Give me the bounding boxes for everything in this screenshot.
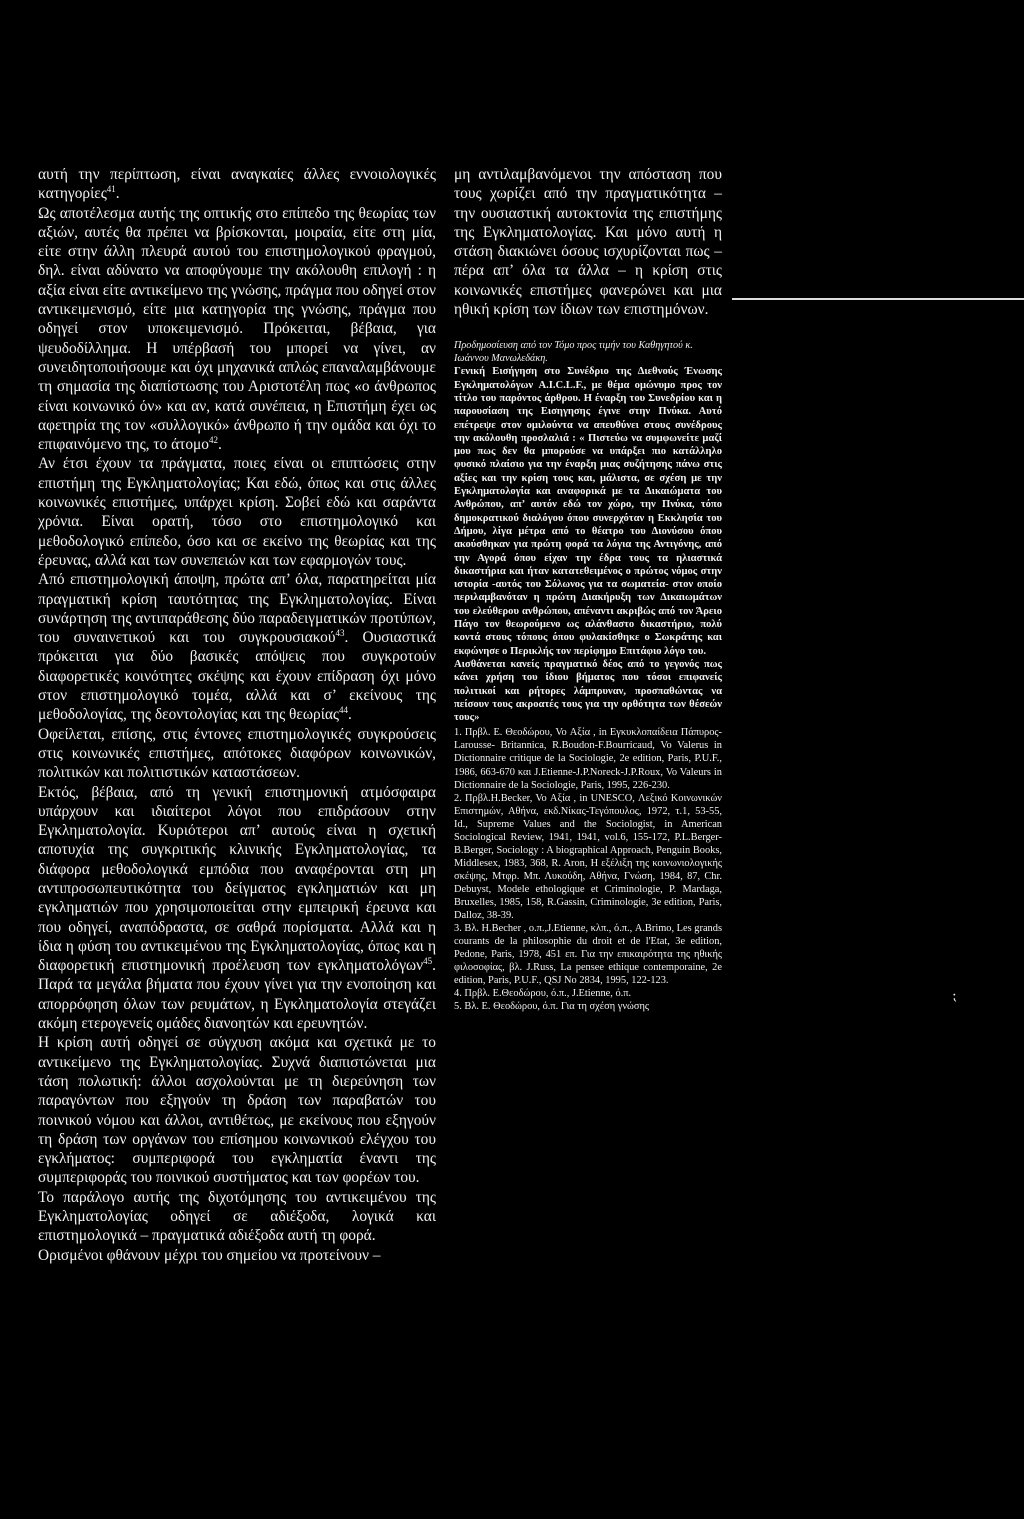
footnotes — [454, 726, 722, 1013]
notes-column — [454, 165, 722, 1013]
footnote-mark: 45 — [423, 956, 433, 967]
footnote: 5. Βλ. Ε. Θεοδώρου, ό.π. Για τη σχέση γνώσης — [454, 1001, 650, 1013]
footnote: 4. Πρβλ. Ε.Θεοδώρου, ό.π., J.Etienne, ό.π. — [454, 988, 632, 1000]
paragraph: Εκτός, βέβαια, από τη γενική επιστημονική ατμόσφαιρα υπάρχουν και ιδιαίτεροι λόγοι που επιδράσουν στην Εγκληματολογία. Κυριότεροι απ’ αυτούς είναι η σχετική αποτυχία της συγκριτικής κλινικής Εγκληματολογίας, τα διάφορα μεθοδολογικά εμπόδια που αναφέρονται στη μη αντιπροσωπευτικότητα του δείγματος εγκληματιών και μη εγκληματιών που χρησιμοποιείται στην εμπειρική έρευνα και που οδηγεί, αναπόδραστα, σε σαθρά πορίσματα. Αλλά και η ίδια η φύση του αντικειμένου της Εγκληματολογίας, όπως και η διαφορετική επιστημονική προέλευση των εγκληματολόγων$^{45}$. Παρά τα μεγάλα βήματα που έχουν γίνει για την ενοποίηση και απορρόφηση όλων των ρευμάτων, η Εγκληματολογία στεγάζει ακόμη ετερογενείς ομάδες διανοητών και ερευνητών. — [38, 783, 436, 1033]
footnote: 1. Πρβλ. Ε. Θεοδώρου, Vo Αξία , in Εγκυκλοπαίδεια Πάπυρος- Larousse- Britannica, R.Boudon-F.Bourricaud, Vo Valerus in Dictionnaire critique de la Sociologie, 2e edition, Paris, P.U.F., 1986, 663-670 και J.Etienne-J.P.Noreck-J.P.Roux, Vo Valeurs in Dictionnaire de la Sociologie, Paris, 1995, 226-230. — [454, 727, 722, 791]
scan-divider-line — [732, 298, 1024, 300]
footnote: 3. Βλ. H.Becher , ο.π.,J.Etienne, κλπ., ό.π., A.Brimo, Les grands courants de la philosophie du droit et de l'Etat, 3e edition, Pedone, Paris, 1978, 451 επ. Για την επικαιρότητα της ηθικής φιλοσοφίας, βλ. J.Russ, La pensee ethique contemporaine, 2e edition, Paris, P.U.F., QSJ No 2834, 1995, 122-123. — [454, 923, 722, 987]
footnote-mark: 42 — [208, 435, 218, 446]
paragraph: Η κρίση αυτή οδηγεί σε σύγχυση ακόμα και σχετικά με το αντικείμενο της Εγκληματολογίας. Συχνά διαπιστώνεται μια τάση πολωτική: άλλοι ασχολούνται με τη διερεύνηση των παραγόντων που εξηγούν τη δράση των παραβατών του ποινικού νόμου και άλλοι, αντιθέτως, με εκείνους που εξηγούν τη δράση των οργάνων του επίσημου κοινωνικού ελέγχου του εγκλήματος: συμπεριφορά του εγκληματία έναντι της συμπεριφοράς του ποινικού συστήματος και των φορέων του. — [38, 1034, 436, 1187]
footnote-mark: 43 — [335, 628, 345, 638]
paragraph: Το παράλογο αυτής της διχοτόμησης του αντικειμένου της Εγκληματολογίας οδηγεί σε αδιέξοδα, λογικά και επιστημολογικά – πραγματικά αδιέξοδα αυτή τη φορά. — [38, 1188, 436, 1245]
paragraph: Ορισμένοι φθάνουν μέχρι του σημείου να προτείνουν – — [38, 1246, 381, 1264]
footnote: 2. Πρβλ.H.Becker, Vo Αξία , in UNESCO, Λεξικό Κοινωνικών Επιστημών, Αθήνα, εκδ.Νίκας-Τεγόπουλος, 1972, τ.1, 53-55, Id., Supreme Values and the Sociologist, in American Sociological Review, 1941, 1941, vol.6, 155-172, P.L.Berger-B.Berger, Sociology : A biographical Approach, Penguin Books, Middlesex, 1983, 368, R. Aron, Η εξέλιξη της κοινωνιολογικής σκέψης, Μτφρ. Μπ. Λυκούδη, Αθήνα, Γνώση, 1984, 87, Chr. Debuyst, Modele ethologique et Criminologie, P. Mardaga, Bruxelles, 1985, 158, R.Gassin, Criminologie, 3e edition, Paris, Dalloz, 38-39. — [454, 792, 722, 922]
continuation-text: μη αντιλαμβανόμενοι την απόσταση που τους χωρίζει από την πραγματικότητα – την ουσιαστική αυτοκτονία της επιστήμης της Εγκληματολογίας. Και μόνο αυτή η στάση διακιώνει όσους ισχυρίζονται πως – πέρα απ’ όλα τα άλλα – η κρίση στις κοινωνικές επιστήμες φανερώνει και μια ηθική κρίση των ίδιων των επιστημόνων. — [454, 166, 722, 319]
paragraph: Αν έτσι έχουν τα πράγματα, ποιες είναι οι επιπτώσεις στην επιστήμη της Εγκληματολογίας; Και εδώ, όπως και στις άλλες κοινωνικές επιστήμες, υπάρχει κρίση. Σοβεί εδώ και σαράντα χρόνια. Είναι ορατή, τόσο στο επιστημολογικό και μεθοδολογικό επίπεδο, όσο και σε εκείνο της θεωρίας και της έρευνας, αλλά και των συνεπειών και των εφαρμογών τους. — [38, 455, 436, 569]
scan-speck: ⁏ — [952, 989, 957, 1004]
general-report-note: Γενική Εισήγηση στο Συνέδριο της Διεθνούς Ένωσης Εγκληματολόγων A.I.C.L.F., με θέμα ομώνυμο προς τον τίτλο του παρόντος άρθρου. Η έναρξη του Συνεδρίου και η παρουσίαση της Εισηγησης έγινε στην Πνύκα. Αυτό επέτρεψε στον ομιλούντα να απευθύνει στους συνέδρους την ακόλουθη προσλαλιά : « Πιστεύω να συμφωνείτε μαζί μου πως δεν θα μπορούσε να υπάρξει πιο κατάλληλο φυσικό πλαίσιο για την έναρξη μιας συζήτησης πάνω στις αξίες και την κρίση τους και, μάλιστα, σε σχέση με την Εγκληματολογία και αναφορικά με τα Δικαιώματα του Ανθρώπου, απ’ αυτόν εδώ τον χώρο, την Πνύκα, τόπο δημοκρατικού διαλόγου όπου συνερχόταν η Εκκλησία του Δήμου, λίγα μέτρα από το θέατρο του Διονύσου όπου ακούσθηκαν για πρώτη φορά τα λόγια της Αντιγόνης, από την Αγορά όπου είχαν την έδρα τους τα ηλιαστικά δικαστήρια και ήταν κατατεθειμένος ο πρώτος νόμος στην ιστορία -αυτός του Σόλωνος για τα σωματεία- στον οποίο περιλαμβανόταν η πρώτη Διακήρυξη των Δικαιωμάτων του ελεύθερου ανθρώπου, απέναντι ακριβώς από τον Άρειο Πάγο τον θεωρούμενο ως αλάνθαστο δικαστήριο, πολύ κοντά στους τόπους όπου φυλακίσθηκε ο Σωκράτης και εκφώνησε ο Περικλής τον περίφημο Επιτάφιο λόγο του. Αισθάνεται κανείς πραγματικό δέος από το γεγονός πως κάνει χρήση του ίδιου βήματος που τόσοι επιφανείς πολιτικοί και ρήτορες λάμπρυναν, προσπαθώντας να πείσουν τους ακροατές τους για την ορθότητα των θέσεών τους» — [454, 366, 722, 724]
paragraph: Οφείλεται, επίσης, στις έντονες επιστημολογικές συγκρούσεις στις κοινωνικές επιστήμες, απότοκες διαφόρων κοινωνικών, πολιτικών και πολιτιστικών καταστάσεων. — [38, 725, 436, 782]
paragraph: Ως αποτέλεσμα αυτής της οπτικής στο επίπεδο της θεωρίας των αξιών, αυτές θα πρέπει να βρίσκονται, μοιραία, είτε στη μία, είτε στην άλλη πλευρά αυτού του επιστημολογικού φραγμού, δηλ. είναι αδύνατο να αποφύγουμε την ακόλουθη επιλογή : η αξία είναι είτε αντικείμενο της γνώσης, πράγμα που οδηγεί στον αντικειμενισμό, είτε μια κατηγορία της γνώσης, πράγμα που οδηγεί στον υποκειμενισμό. Πρόκειται, βέβαια, για ψευδοδίλλημα. Η υπέρβασή του μπορεί να γίνει, αν συνειδητοποιήσουμε και όχι μηχανικά απλώς επαναλαμβάνουμε τη σημασία της διαπίστωσης του Αριστοτέλη πως «ο άνθρωπος είναι κοινωνικό όν» και αν, κατά συνέπεια, η Επιστήμη έχει ως αφετηρία της τον «συλλογικό» άνθρωπο ή την ομάδα και όχι το επιφαινόμενο της, το άτομο$^{42}$. — [38, 204, 436, 454]
paragraph: αυτή την περίπτωση, είναι αναγκαίες άλλες εννοιολογικές κατηγορίες$^{41}$. — [38, 166, 436, 203]
paragraph: Από επιστημολογική άποψη, πρώτα απ’ όλα, παρατηρείται μία πραγματική κρίση ταυτότητας της Εγκληματολογίας. Είναι συνάρτηση της αντιπαράθεσης δύο παραδειγματικών προτύπων, του συναινετικού και του συγκρουσιακού$^{43}$. Ουσιαστικά πρόκειται για δύο βασικές απόψεις που συγκροτούν διαφορετικές κοινότητες σκέψης και έχουν επίδραση όχι μόνο στον επιστημολογικό τομέα, αλλά και σ’ εκείνους της μεθοδολογίας, της δεοντολογίας και της θεωρίας$^{44}$. — [38, 571, 436, 724]
main-text-column — [38, 165, 436, 1265]
footnote-mark: 44 — [339, 705, 349, 716]
prepublication-note: Προδημοσίευση από τον Τόμο προς τιμήν του Καθηγητού κ. Ιωάννου Μανωλεδάκη. — [454, 340, 693, 365]
footnote-mark: 41 — [106, 184, 116, 195]
